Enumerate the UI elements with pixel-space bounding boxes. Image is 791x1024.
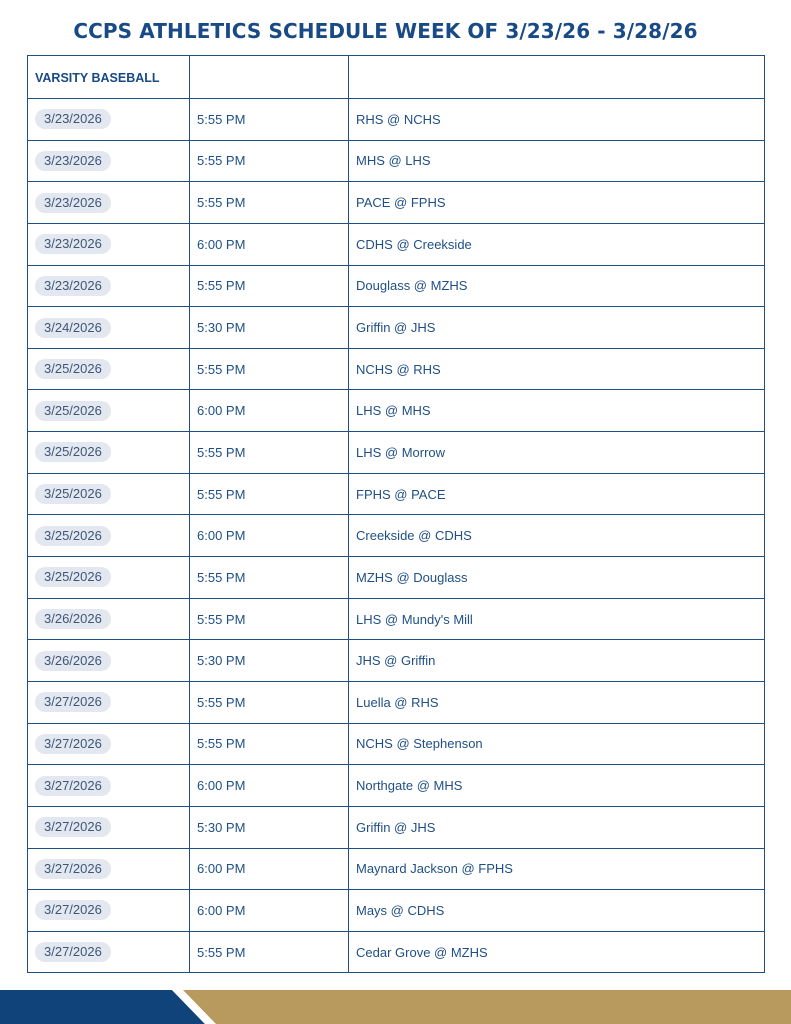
- table-row: [28, 99, 765, 141]
- date-cell: [28, 848, 190, 890]
- matchup: Luella @ RHS: [356, 694, 439, 710]
- date-cell: [28, 890, 190, 932]
- matchup-cell: [349, 640, 765, 682]
- matchup-cell: [349, 390, 765, 432]
- matchup: Northgate @ MHS: [356, 778, 463, 794]
- table-row: [28, 557, 765, 599]
- matchup-cell: [349, 99, 765, 141]
- table-row: [28, 265, 765, 307]
- game-time: 5:30 PM: [197, 653, 246, 669]
- page-title: CCPS ATHLETICS SCHEDULE WEEK OF 3/23/26 - 3/28/26: [73, 19, 698, 43]
- matchup: Mays @ CDHS: [356, 902, 445, 918]
- game-time: 5:55 PM: [197, 278, 246, 294]
- date-badge: 3/25/2026: [35, 484, 111, 504]
- matchup: JHS @ Griffin: [356, 653, 436, 669]
- table-row: [28, 681, 765, 723]
- matchup: MHS @ LHS: [356, 153, 431, 169]
- time-cell: [190, 99, 349, 141]
- matchup-cell: [349, 348, 765, 390]
- date-badge: 3/27/2026: [35, 692, 111, 712]
- matchup-cell: [349, 806, 765, 848]
- table-row: [28, 598, 765, 640]
- table-row: [28, 723, 765, 765]
- matchup-cell: [349, 765, 765, 807]
- date-badge: 3/27/2026: [35, 776, 111, 796]
- date-cell: [28, 182, 190, 224]
- header-cell-time: [190, 56, 349, 99]
- time-cell: [190, 515, 349, 557]
- time-cell: [190, 390, 349, 432]
- matchup: Griffin @ JHS: [356, 320, 436, 336]
- table-row: [28, 473, 765, 515]
- matchup: FPHS @ PACE: [356, 486, 446, 502]
- matchup: MZHS @ Douglass: [356, 569, 468, 585]
- date-cell: [28, 348, 190, 390]
- matchup: PACE @ FPHS: [356, 195, 446, 211]
- time-cell: [190, 432, 349, 474]
- date-cell: [28, 931, 190, 973]
- game-time: 5:55 PM: [197, 111, 246, 127]
- matchup-cell: [349, 723, 765, 765]
- matchup: Maynard Jackson @ FPHS: [356, 861, 513, 877]
- matchup-cell: [349, 931, 765, 973]
- table-row: [28, 765, 765, 807]
- matchup: LHS @ Morrow: [356, 444, 446, 460]
- matchup-cell: [349, 140, 765, 182]
- schedule-table-body: [28, 56, 765, 973]
- matchup: Griffin @ JHS: [356, 819, 436, 835]
- date-badge: 3/25/2026: [35, 442, 111, 462]
- time-cell: [190, 640, 349, 682]
- table-row: [28, 223, 765, 265]
- table-row: [28, 640, 765, 682]
- matchup: NCHS @ RHS: [356, 361, 441, 377]
- footer-stripe-graphic: [0, 990, 791, 1024]
- matchup-cell: [349, 473, 765, 515]
- game-time: 5:55 PM: [197, 444, 246, 460]
- date-cell: [28, 265, 190, 307]
- matchup-cell: [349, 182, 765, 224]
- date-cell: [28, 390, 190, 432]
- table-row: [28, 848, 765, 890]
- time-cell: [190, 681, 349, 723]
- date-cell: [28, 140, 190, 182]
- date-badge: 3/27/2026: [35, 942, 111, 962]
- date-badge: 3/23/2026: [35, 276, 111, 296]
- date-cell: [28, 806, 190, 848]
- matchup-cell: [349, 515, 765, 557]
- time-cell: [190, 140, 349, 182]
- matchup-cell: [349, 223, 765, 265]
- game-time: 5:30 PM: [197, 819, 246, 835]
- matchup-cell: [349, 681, 765, 723]
- game-time: 6:00 PM: [197, 236, 246, 252]
- game-time: 6:00 PM: [197, 528, 246, 544]
- time-cell: [190, 848, 349, 890]
- date-badge: 3/25/2026: [35, 567, 111, 587]
- date-badge: 3/23/2026: [35, 151, 111, 171]
- table-row: [28, 432, 765, 474]
- table-header-row: [28, 56, 765, 99]
- matchup: LHS @ Mundy's Mill: [356, 611, 473, 627]
- table-row: [28, 931, 765, 973]
- matchup: Cedar Grove @ MZHS: [356, 944, 488, 960]
- table-row: [28, 307, 765, 349]
- date-badge: 3/26/2026: [35, 609, 111, 629]
- date-badge: 3/27/2026: [35, 859, 111, 879]
- time-cell: [190, 307, 349, 349]
- time-cell: [190, 723, 349, 765]
- table-row: [28, 806, 765, 848]
- time-cell: [190, 931, 349, 973]
- date-cell: [28, 765, 190, 807]
- matchup-cell: [349, 848, 765, 890]
- date-cell: [28, 557, 190, 599]
- footer-banner: [0, 990, 791, 1024]
- time-cell: [190, 348, 349, 390]
- table-row: [28, 140, 765, 182]
- date-badge: 3/24/2026: [35, 318, 111, 338]
- date-cell: [28, 515, 190, 557]
- date-badge: 3/27/2026: [35, 817, 111, 837]
- table-row: [28, 182, 765, 224]
- matchup-cell: [349, 890, 765, 932]
- game-time: 5:55 PM: [197, 486, 246, 502]
- game-time: 5:55 PM: [197, 361, 246, 377]
- matchup-cell: [349, 598, 765, 640]
- header-cell-game: [349, 56, 765, 99]
- header-cell-sport: [28, 56, 190, 99]
- matchup-cell: [349, 432, 765, 474]
- date-badge: 3/25/2026: [35, 401, 111, 421]
- time-cell: [190, 890, 349, 932]
- time-cell: [190, 473, 349, 515]
- game-time: 6:00 PM: [197, 403, 246, 419]
- game-time: 5:30 PM: [197, 320, 246, 336]
- date-badge: 3/27/2026: [35, 734, 111, 754]
- date-cell: [28, 307, 190, 349]
- game-time: 5:55 PM: [197, 736, 246, 752]
- time-cell: [190, 557, 349, 599]
- game-time: 5:55 PM: [197, 195, 246, 211]
- time-cell: [190, 223, 349, 265]
- matchup: Creekside @ CDHS: [356, 528, 472, 544]
- time-cell: [190, 265, 349, 307]
- date-cell: [28, 223, 190, 265]
- date-cell: [28, 681, 190, 723]
- date-cell: [28, 640, 190, 682]
- date-badge: 3/23/2026: [35, 234, 111, 254]
- game-time: 5:55 PM: [197, 569, 246, 585]
- date-badge: 3/23/2026: [35, 109, 111, 129]
- game-time: 6:00 PM: [197, 902, 246, 918]
- date-badge: 3/25/2026: [35, 359, 111, 379]
- date-cell: [28, 723, 190, 765]
- matchup-cell: [349, 265, 765, 307]
- time-cell: [190, 806, 349, 848]
- matchup-cell: [349, 307, 765, 349]
- sport-header: VARSITY BASEBALL: [35, 70, 160, 85]
- table-row: [28, 348, 765, 390]
- date-badge: 3/23/2026: [35, 193, 111, 213]
- matchup: Douglass @ MZHS: [356, 278, 468, 294]
- game-time: 5:55 PM: [197, 611, 246, 627]
- footer-gold-band: [183, 990, 791, 1024]
- table-row: [28, 890, 765, 932]
- game-time: 5:55 PM: [197, 694, 246, 710]
- game-time: 6:00 PM: [197, 778, 246, 794]
- matchup: CDHS @ Creekside: [356, 236, 472, 252]
- game-time: 6:00 PM: [197, 861, 246, 877]
- time-cell: [190, 598, 349, 640]
- date-badge: 3/27/2026: [35, 900, 111, 920]
- game-time: 5:55 PM: [197, 153, 246, 169]
- matchup-cell: [349, 557, 765, 599]
- table-row: [28, 390, 765, 432]
- date-cell: [28, 598, 190, 640]
- date-cell: [28, 473, 190, 515]
- schedule-table: [27, 55, 765, 973]
- date-badge: 3/26/2026: [35, 651, 111, 671]
- game-time: 5:55 PM: [197, 944, 246, 960]
- time-cell: [190, 765, 349, 807]
- date-cell: [28, 99, 190, 141]
- date-cell: [28, 432, 190, 474]
- time-cell: [190, 182, 349, 224]
- matchup: LHS @ MHS: [356, 403, 431, 419]
- matchup: RHS @ NCHS: [356, 111, 441, 127]
- table-row: [28, 515, 765, 557]
- footer-navy-band: [0, 990, 205, 1024]
- matchup: NCHS @ Stephenson: [356, 736, 483, 752]
- date-badge: 3/25/2026: [35, 526, 111, 546]
